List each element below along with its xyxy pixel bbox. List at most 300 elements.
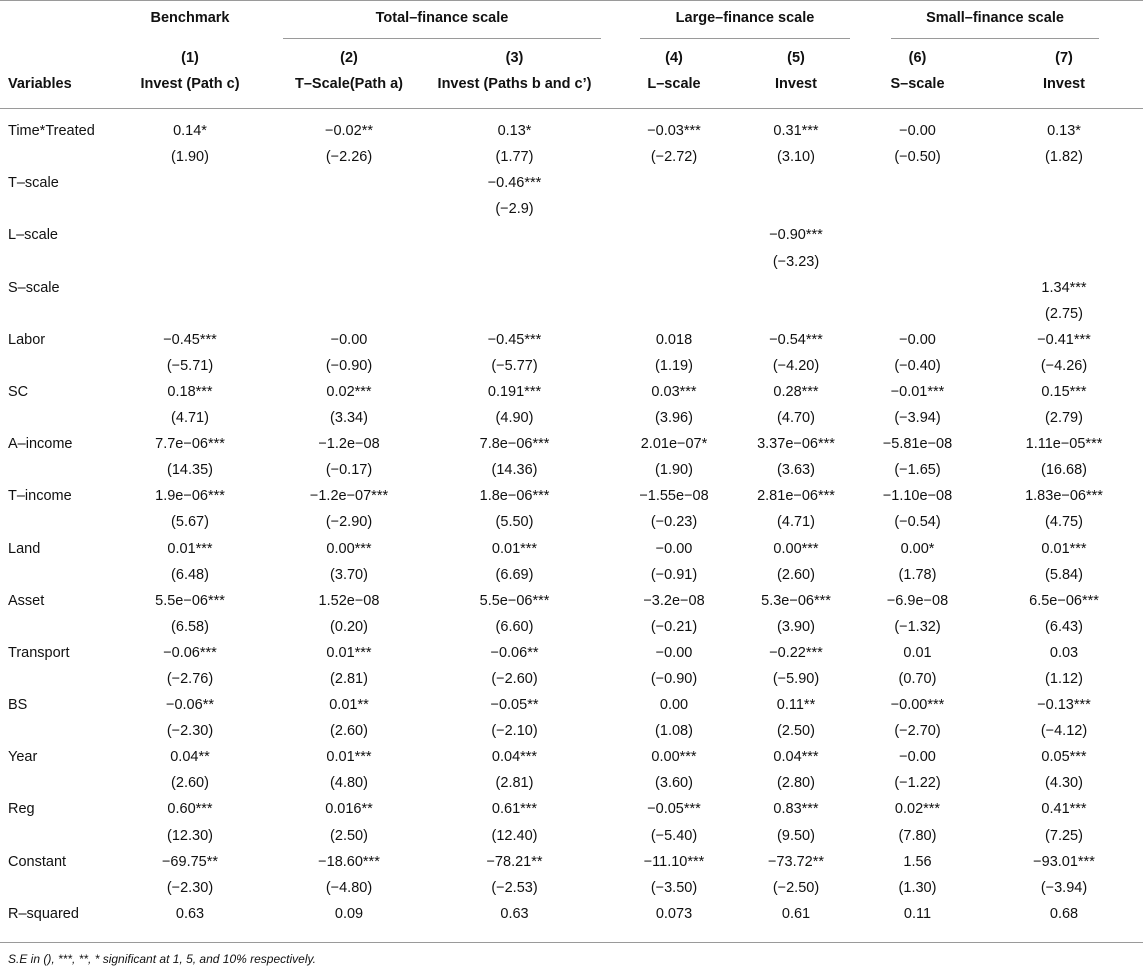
table-cell: 0.11** [776,697,816,714]
table-cell: −0.45*** [163,331,217,348]
table-cell: (6.60) [495,618,534,635]
table-cell: (3.63) [777,462,815,479]
table-cell: (9.50) [777,827,815,844]
table-cell: (−0.50) [894,149,941,166]
table-row [0,405,1143,431]
table-cell [606,275,742,301]
table-cell: −69.75** [161,853,219,870]
column-name-7: Invest [1043,76,1085,92]
variable-label: Land [8,540,41,557]
table-cell: 0.14* [173,123,207,140]
column-name-2: T–Scale(Path a) [295,76,403,92]
column-number-6: (6) [908,50,927,66]
table-cell: (1.90) [655,462,693,479]
table-cell: (−1.22) [894,775,941,792]
table-cell: 0.02*** [326,383,372,400]
table-cell: (−0.21) [650,618,698,635]
table-cell: −0.41*** [1037,331,1091,348]
variable-label [0,666,105,692]
table-cell: −0.46*** [487,175,542,192]
table-cell: 0.05*** [1041,749,1087,766]
variable-label [0,248,105,274]
table-cell [606,301,742,327]
variable-label: Time*Treated [8,123,95,140]
table-cell [742,301,850,327]
column-name-1: Invest (Path c) [140,76,240,92]
table-row [0,718,1143,744]
column-number-3: (3) [505,50,524,66]
table-cell: (1.78) [898,566,937,583]
table-cell: (−2.53) [491,879,538,896]
variable-label: Asset [8,592,45,609]
table-cell: −0.13*** [1037,697,1091,714]
column-name-6: S–scale [890,76,945,92]
table-cell: (1.12) [1045,671,1083,688]
table-cell: 0.00*** [651,749,697,766]
table-cell: −0.90*** [769,227,823,244]
table-cell: (−2.50) [772,879,820,896]
column-number-7: (7) [1055,50,1073,66]
table-cell: −5.81e−08 [882,436,953,453]
table-cell: −1.2e−07*** [309,488,389,505]
table-cell [850,275,985,301]
table-cell: (4.71) [171,410,209,427]
table-cell: (−2.60) [491,671,538,688]
variable-label: Labor [8,331,46,348]
table-cell: (−0.23) [650,514,698,531]
table-cell: (4.90) [495,410,534,427]
table-row [0,431,1143,457]
table-cell [985,170,1143,196]
table-cell: 1.9e−06*** [155,488,225,505]
table-cell: (1.82) [1045,149,1083,166]
table-cell: −0.01*** [890,383,945,400]
group-rule-large-finance [640,38,850,39]
table-cell: 0.03 [1049,644,1079,661]
table-cell: (−0.40) [894,357,941,374]
column-number-4: (4) [665,50,683,66]
table-row [0,248,1143,274]
header-rule [0,108,1143,109]
group-header-large-finance: Large–finance scale [675,10,815,26]
table-cell: (2.50) [777,723,815,740]
table-row [0,379,1143,405]
variable-label: A–income [8,436,73,453]
table-cell: (16.68) [1041,462,1087,479]
table-cell: −0.54*** [769,331,823,348]
variable-label [0,509,105,535]
table-cell: (7.80) [898,827,937,844]
table-cell: −0.06** [490,644,539,661]
table-cell: 5.5e−06*** [155,592,225,609]
table-cell [850,196,985,222]
table-row [0,353,1143,379]
table-cell: 0.31*** [773,123,819,140]
table-cell: 0.073 [655,905,693,922]
variable-label: L–scale [8,227,58,244]
table-cell: (−2.30) [166,879,214,896]
table-cell [606,222,742,248]
table-row [0,901,1143,927]
table-cell: 0.63 [500,905,529,922]
table-row [0,301,1143,327]
table-cell [275,196,423,222]
table-cell: 0.00*** [326,540,372,557]
table-cell: 0.11 [903,905,932,922]
column-number-1: (1) [181,50,199,66]
table-cell: (0.70) [898,671,937,688]
table-cell: 0.09 [334,905,364,922]
table-cell: (−5.71) [166,357,214,374]
table-cell [275,170,423,196]
table-cell: −0.00 [330,331,368,348]
variable-label [0,875,105,901]
table-cell: −0.05*** [647,801,701,818]
table-cell [850,248,985,274]
table-cell: (3.60) [655,775,693,792]
table-cell: (2.81) [495,775,534,792]
table-cell [105,301,275,327]
table-row [0,692,1143,718]
table-cell: 5.3e−06*** [761,592,831,609]
table-cell: −11.10*** [643,853,705,870]
column-name-3: Invest (Paths b and c’) [437,76,592,92]
table-row [0,770,1143,796]
table-row [0,170,1143,196]
table-cell: −3.2e−08 [643,592,705,609]
group-header-small-finance: Small–finance scale [926,10,1064,26]
variable-label: Transport [8,644,70,661]
top-rule [0,0,1143,1]
table-cell: −0.00 [899,331,936,348]
table-cell: (2.60) [171,775,209,792]
table-cell: 2.01e−07* [640,436,708,453]
table-cell: −0.45*** [487,331,542,348]
table-cell: (5.84) [1045,566,1083,583]
table-cell: 0.15*** [1041,383,1087,400]
variable-label: R–squared [8,905,79,922]
table-cell: −0.00 [655,644,693,661]
table-cell: 6.5e−06*** [1029,592,1099,609]
table-cell [606,196,742,222]
table-cell: 0.04*** [491,749,538,766]
table-cell: (5.67) [171,514,209,531]
table-cell: (−0.54) [894,514,941,531]
table-cell: (14.35) [167,462,213,479]
results-table [0,118,1143,927]
table-cell: (3.90) [777,618,815,635]
table-cell [423,301,606,327]
table-cell [275,248,423,274]
table-footnote: S.E in (), ***, **, * significant at 1, 5, and 10% respectively. [8,952,316,966]
column-number-2: (2) [340,50,358,66]
table-cell: 0.41*** [1041,801,1087,818]
table-cell [985,248,1143,274]
table-cell: −0.05** [490,697,539,714]
table-cell [606,248,742,274]
table-cell: 0.01*** [167,540,213,557]
table-cell [105,196,275,222]
table-cell: (1.30) [898,879,937,896]
table-row [0,118,1143,144]
table-cell: 0.01*** [491,540,538,557]
table-cell: (−0.90) [650,671,698,688]
table-cell: 0.01 [903,644,932,661]
table-cell: 1.56 [903,853,932,870]
table-cell: (12.40) [491,827,538,844]
table-cell: 1.8e−06*** [479,488,550,505]
column-number-5: (5) [787,50,805,66]
table-cell: (−3.23) [772,253,820,270]
table-cell: 5.5e−06*** [479,592,550,609]
table-cell: (7.25) [1045,827,1083,844]
variable-label [0,301,105,327]
table-cell: (−4.80) [325,879,373,896]
table-row [0,849,1143,875]
variables-header: Variables [8,76,72,92]
table-row [0,614,1143,640]
table-cell: (4.80) [330,775,368,792]
table-cell [105,248,275,274]
bottom-rule [0,942,1143,943]
table-cell: (2.60) [330,723,368,740]
table-cell: (4.71) [777,514,815,531]
table-cell: (−2.90) [325,514,373,531]
table-row [0,275,1143,301]
variable-label: BS [8,697,28,714]
table-cell: 0.28*** [773,383,819,400]
table-cell: (1.77) [495,149,534,166]
table-cell [423,275,606,301]
table-cell: −0.00 [655,540,693,557]
table-cell: (−0.17) [325,462,373,479]
variable-label [0,823,105,849]
table-cell: −78.21** [486,853,543,870]
table-cell: (−2.26) [325,149,373,166]
table-cell: 0.016** [325,801,373,818]
table-cell [105,275,275,301]
table-cell: (5.50) [495,514,534,531]
table-row [0,509,1143,535]
table-cell: (−0.90) [325,357,373,374]
table-cell: 0.01** [329,697,369,714]
table-cell: 0.83*** [773,801,819,818]
table-cell [606,170,742,196]
table-cell: (−1.32) [894,618,941,635]
table-cell: 1.52e−08 [318,592,380,609]
table-cell: (−2.72) [650,149,698,166]
table-cell [275,301,423,327]
table-cell: (3.96) [655,410,693,427]
variable-label [0,405,105,431]
table-cell: (6.58) [171,618,209,635]
table-cell: 0.01*** [326,644,372,661]
table-row [0,744,1143,770]
table-cell [275,222,423,248]
table-row [0,536,1143,562]
table-cell: −0.00 [899,749,936,766]
table-cell [850,222,985,248]
table-cell: (−5.40) [650,827,698,844]
variable-label: Constant [8,853,67,870]
table-cell: (3.34) [330,410,368,427]
variable-label: S–scale [8,279,60,296]
table-row [0,796,1143,822]
table-cell: −0.06*** [163,644,217,661]
table-cell: (−3.94) [894,410,941,427]
table-cell: 0.01*** [326,749,372,766]
table-cell: 0.018 [655,331,693,348]
table-cell: (2.81) [330,671,368,688]
table-row [0,483,1143,509]
variable-label [0,457,105,483]
table-cell: 0.00 [659,697,689,714]
table-cell: −0.03*** [647,123,701,140]
variable-label: T–income [8,488,72,505]
table-cell: 7.8e−06*** [479,436,550,453]
table-row [0,875,1143,901]
table-row [0,196,1143,222]
table-cell [423,248,606,274]
table-row [0,640,1143,666]
table-cell: (4.70) [777,410,815,427]
table-cell: (2.79) [1045,410,1083,427]
table-cell: (12.30) [167,827,213,844]
table-cell: (6.48) [171,566,209,583]
table-row [0,562,1143,588]
variable-label [0,770,105,796]
table-cell [105,222,275,248]
table-cell: (−0.91) [650,566,698,583]
table-row [0,144,1143,170]
table-cell [742,196,850,222]
table-cell: (1.90) [171,149,209,166]
table-cell: 0.191*** [487,383,542,400]
table-cell: 0.00* [900,540,935,557]
table-cell [742,275,850,301]
table-cell: −73.72** [767,853,825,870]
group-rule-total-finance [283,38,601,39]
table-cell: 0.18*** [167,383,213,400]
table-cell: (6.69) [495,566,534,583]
group-header-benchmark: Benchmark [150,10,230,26]
table-cell: (2.50) [330,827,368,844]
table-cell: −18.60*** [318,853,380,870]
table-cell: 0.04** [170,749,210,766]
group-rule-small-finance [891,38,1099,39]
table-cell: −93.01*** [1033,853,1095,870]
table-cell: (−2.70) [894,723,941,740]
table-row [0,457,1143,483]
table-cell: (−2.10) [491,723,538,740]
table-cell: 0.04*** [773,749,819,766]
table-cell: (1.08) [655,723,693,740]
group-header-total-finance: Total–finance scale [375,10,509,26]
table-cell: (−2.76) [166,671,214,688]
column-name-5: Invest [775,76,817,92]
table-cell: 3.37e−06*** [757,436,835,453]
table-cell: (2.80) [777,775,815,792]
table-cell: (3.70) [330,566,368,583]
variable-label [0,562,105,588]
table-cell: (2.75) [1045,305,1083,322]
table-cell: (−3.50) [650,879,698,896]
table-cell: 0.61 [781,905,811,922]
table-cell: (−4.26) [1040,357,1088,374]
table-cell: (−5.77) [491,357,538,374]
table-cell: −1.2e−08 [318,436,380,453]
table-cell: 7.7e−06*** [155,436,225,453]
table-cell: (−4.12) [1040,723,1088,740]
table-cell: 0.68 [1049,905,1079,922]
table-cell: 0.02*** [894,801,941,818]
table-cell: (−1.65) [894,462,941,479]
table-cell: 0.00*** [773,540,819,557]
variable-label [0,353,105,379]
table-cell: (0.20) [330,618,368,635]
table-cell: (2.60) [777,566,815,583]
table-cell: 1.11e−05*** [1025,436,1103,453]
table-cell: −0.02** [325,123,373,140]
table-row [0,222,1143,248]
table-cell: (14.36) [491,462,538,479]
table-cell [105,170,275,196]
variable-label: SC [8,383,29,400]
table-cell: −0.06** [166,697,214,714]
table-cell [742,170,850,196]
table-cell: (−4.20) [772,357,820,374]
variable-label [0,614,105,640]
table-cell: 0.01*** [1041,540,1087,557]
table-cell: 0.60*** [167,801,213,818]
table-cell: 2.81e−06*** [757,488,835,505]
table-row [0,327,1143,353]
table-cell: (−2.9) [495,201,534,218]
table-cell: (6.43) [1045,618,1083,635]
table-row [0,666,1143,692]
table-row [0,823,1143,849]
table-cell [985,196,1143,222]
variable-label [0,196,105,222]
table-cell: 0.13* [1047,123,1081,140]
table-cell [985,222,1143,248]
table-row [0,588,1143,614]
table-cell: −0.00*** [890,697,945,714]
table-cell [850,170,985,196]
table-cell: 1.34*** [1041,279,1087,296]
column-name-4: L–scale [647,76,701,92]
table-cell: −0.22*** [769,644,823,661]
variable-label: T–scale [8,175,59,192]
table-cell: (4.75) [1045,514,1083,531]
table-cell: 0.03*** [651,383,697,400]
table-cell: (−3.94) [1040,879,1088,896]
table-cell: 0.13* [497,123,532,140]
table-cell: (4.30) [1045,775,1083,792]
table-cell: (1.19) [655,357,693,374]
table-cell [275,275,423,301]
variable-label: Year [8,749,38,766]
table-cell: (−2.30) [166,723,214,740]
table-cell [850,301,985,327]
variable-label [0,144,105,170]
variable-label [0,718,105,744]
table-cell: 0.61*** [491,801,538,818]
table-cell: (3.10) [777,149,815,166]
table-cell: −1.55e−08 [639,488,709,505]
table-cell: −0.00 [899,123,936,140]
table-cell: (−5.90) [772,671,820,688]
